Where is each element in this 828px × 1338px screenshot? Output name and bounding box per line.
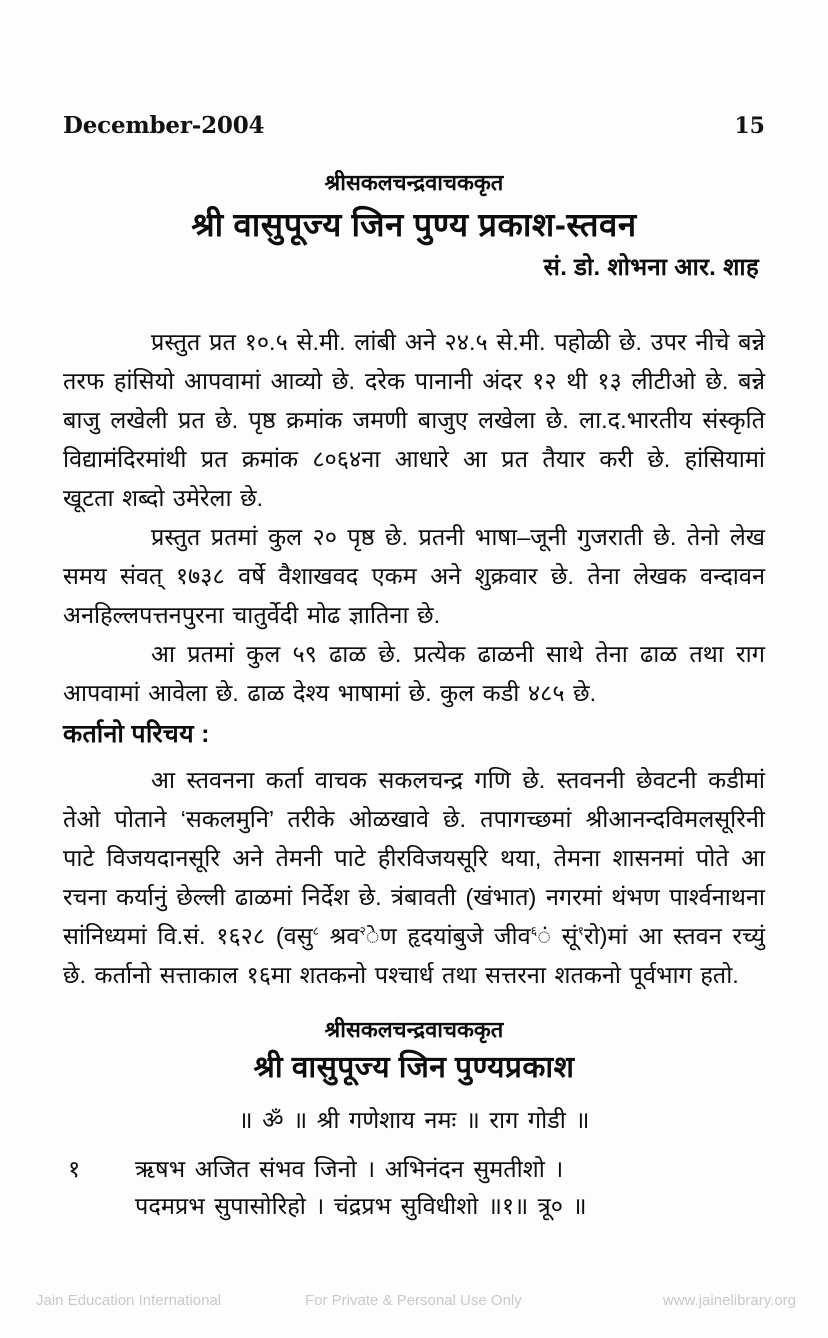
page-footer xyxy=(0,1292,828,1322)
section-heading-author-intro: कर्तानो परिचय : xyxy=(63,719,210,748)
issue-date: December-2004 xyxy=(63,112,265,139)
byline: सं. डो. शोभना आर. शाह xyxy=(543,253,759,281)
paragraph-4 xyxy=(63,761,765,995)
verse-number: १ xyxy=(68,1155,81,1182)
page-number: 15 xyxy=(734,113,765,139)
text-column xyxy=(63,170,765,1225)
verse-body xyxy=(135,1151,765,1225)
paragraph-4-part-c: ेण हृदयांबुजे जीव xyxy=(365,922,531,949)
chronogram-digit-2: २ xyxy=(359,924,366,938)
article-kicker: श्रीसकलचन्द्रवाचककृत xyxy=(324,170,504,195)
second-heading-kicker: श्रीसकलचन्द्रवाचककृत xyxy=(324,1016,504,1042)
paragraph-4-part-b: श्रव xyxy=(318,922,360,949)
paragraph-4-part-a: आ स्तवनना कर्ता वाचक सकलचन्द्र गणि छे. स्तवननी छेवटनी कडीमां तेओ पोताने ‘सकलमुनि’ तरीके ओळखावे छे. तपागच्छमां श्रीआनन्दविमलसूरिनी पाटे विजयदानसूरि अने तेमनी पाटे हीरविजयसूरि थया, तेमना शासनमां पोते आ रचना कर्यानुं छेल्ली ढाळमां निर्देश छे. त्रंबावती (खंभात) नगरमां थंभण पार्श्वनाथना सांनिध्यमां वि.सं. १६२८ (वसु xyxy=(63,766,765,949)
footer-usage-notice: For Private & Personal Use Only xyxy=(305,1292,522,1309)
paragraph-4-part-d: ं सूं xyxy=(537,922,578,949)
paragraph-4-part-e: रो)मां आ स्तवन रच्युं छे. कर्तानो सत्ताकाल १६मा शतकनो पश्चार्ध तथा सत्तरना शतकनो पूर्वभाग हतो. xyxy=(63,922,765,988)
verse-line-2: पदमप्रभ सुपासोरिहो । चंद्रप्रभ सुविधीशो ॥१॥ त्रू० ॥ xyxy=(135,1192,587,1219)
chronogram-digit-4: १ xyxy=(577,924,584,938)
second-heading-title: श्री वासुपूज्य जिन पुण्यप्रकाश xyxy=(253,1051,575,1085)
page-title: श्री वासुपूज्य जिन पुण्य प्रकाश-स्तवन xyxy=(191,206,637,244)
footer-website: www.jainelibrary.org xyxy=(662,1292,796,1309)
running-head xyxy=(63,112,765,146)
chronogram-digit-3: ६ xyxy=(530,924,538,938)
verse-line-1: ऋषभ अजित संभव जिनो । अभिनंदन सुमतीशो । xyxy=(135,1155,564,1182)
chronogram-digit-1: ८ xyxy=(312,924,319,938)
verse-stanza xyxy=(63,1151,765,1225)
paragraph-2: प्रस्तुत प्रतमां कुल २० पृष्ठ छे. प्रतनी भाषा–जूनी गुजराती छे. तेनो लेख समय संवत् १७३८ वर्षे वैशाखवद एकम अने शुक्रवार छे. तेना लेखक वन्दावन अनहिल्लपत्तनपुरना चातुर्वेदी मोढ ज्ञातिना छे. xyxy=(63,523,765,628)
invocation-line: ॥ ॐ ॥ श्री गणेशाय नमः ॥ राग गोडी ॥ xyxy=(238,1106,590,1133)
paragraph-1: प्रस्तुत प्रत १०.५ से.मी. लांबी अने २४.५ से.मी. पहोळी छे. उपर नीचे बन्ने तरफ हांसियो आपवामां आव्यो छे. दरेक पानानी अंदर १२ थी १३ लीटीओ छे. बन्ने बाजु लखेली प्रत छे. पृष्ठ क्रमांक जमणी बाजुए लखेला छे. ला.द.भारतीय संस्कृति विद्यामंदिरमांथी प्रत क्रमांक ८०६४ना आधारे आ प्रत तैयार करी छे. हांसियामां खूटता शब्दो उमेरेला छे. xyxy=(63,328,765,511)
footer-organization: Jain Education International xyxy=(36,1292,222,1309)
paragraph-3: आ प्रतमां कुल ५९ ढाळ छे. प्रत्येक ढाळनी साथे तेना ढाळ तथा राग आपवामां आवेला छे. ढाळ देश्य भाषामां छे. कुल कडी ४८५ छे. xyxy=(63,640,765,706)
